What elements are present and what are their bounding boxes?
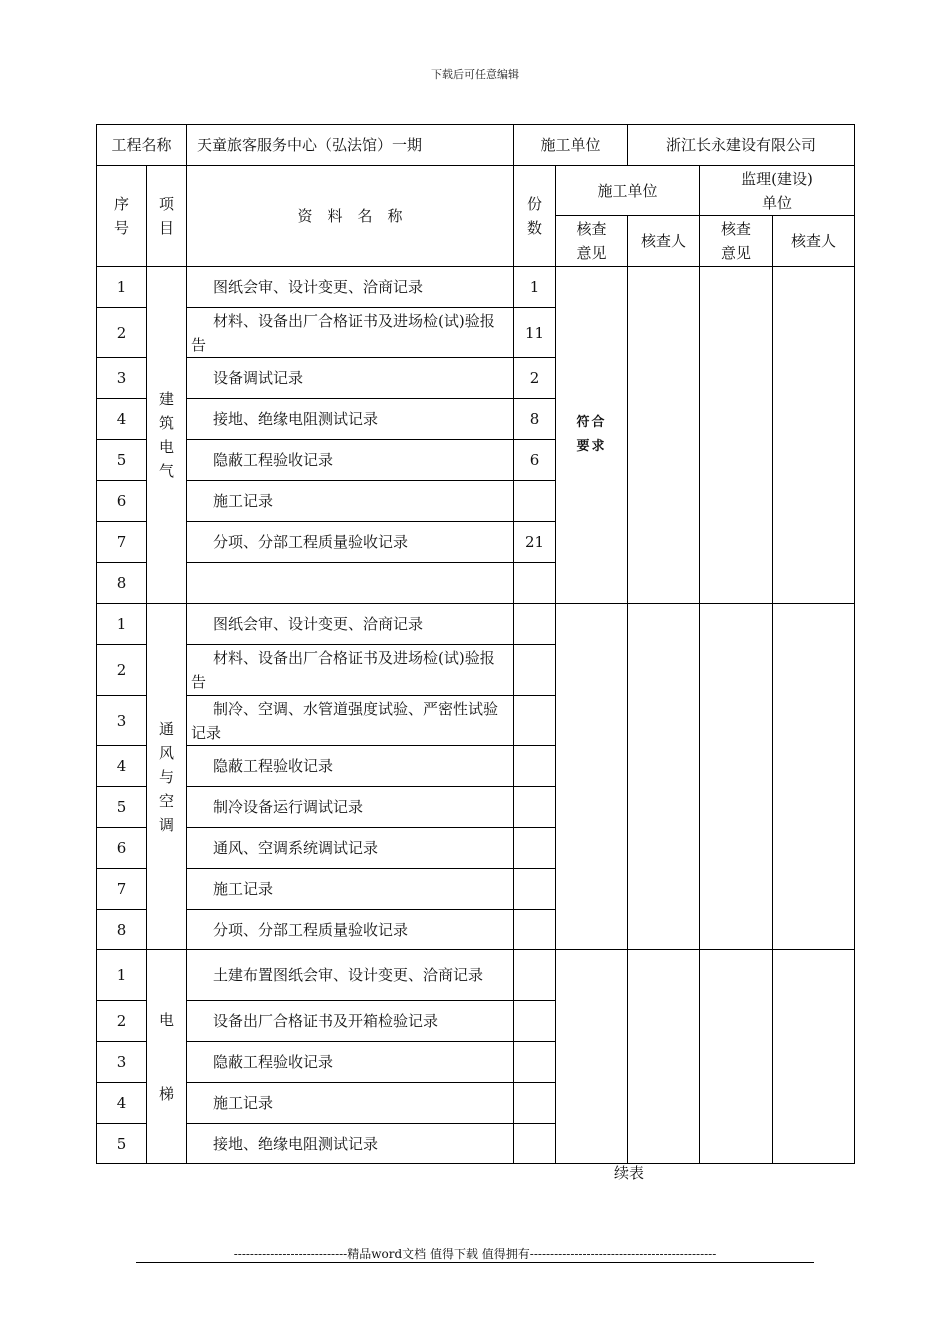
contractor-checker [628,950,700,1164]
document-name: 土建布置图纸会审、设计变更、洽商记录 [187,950,514,1001]
archive-checklist-table [96,124,855,1164]
row-number: 2 [97,1001,147,1042]
row-number: 1 [97,604,147,645]
contractor-group-header: 施工单位 [556,166,700,216]
document-name: 接地、绝缘电阻测试记录 [187,1124,514,1164]
row-number: 6 [97,481,147,522]
document-name: 图纸会审、设计变更、洽商记录 [187,604,514,645]
copies-count: 1 [514,267,556,308]
row-number: 6 [97,828,147,869]
continuation-label: 续表 [614,1164,645,1182]
copies-count [514,869,556,910]
row-number: 2 [97,308,147,358]
contractor-check-opinion: 符合 要求 [556,267,628,604]
document-name: 施工记录 [187,869,514,910]
contractor-checker-header: 核查人 [628,216,700,267]
copies-count: 2 [514,358,556,399]
document-name: 设备出厂合格证书及开箱检验记录 [187,1001,514,1042]
row-number: 8 [97,563,147,604]
document-name: 材料、设备出厂合格证书及进场检(试)验报告 [187,645,514,696]
row-number: 1 [97,267,147,308]
document-name: 制冷、空调、水管道强度试验、严密性试验记录 [187,696,514,746]
copies-count [514,828,556,869]
row-number: 3 [97,696,147,746]
contractor-checker [628,267,700,604]
supervisor-group-header: 监理(建设) 单位 [700,166,855,216]
document-name: 隐蔽工程验收记录 [187,440,514,481]
supervisor-checker [773,604,855,950]
document-name: 制冷设备运行调试记录 [187,787,514,828]
contractor-check-opinion [556,604,628,950]
supervisor-checker-header: 核查人 [773,216,855,267]
contractor-checker [628,604,700,950]
copies-count [514,1083,556,1124]
copies-count [514,696,556,746]
copies-count: 11 [514,308,556,358]
document-name: 分项、分部工程质量验收记录 [187,910,514,950]
header-row-project [97,125,855,166]
table-row [97,604,855,645]
seq-header: 序 号 [97,166,147,267]
copies-count [514,604,556,645]
copies-count [514,1001,556,1042]
doc-name-header: 资 料 名 称 [187,166,514,267]
copies-count [514,746,556,787]
copies-count [514,1042,556,1083]
supervisor-check-opinion-header: 核查 意见 [700,216,773,267]
document-name: 施工记录 [187,481,514,522]
row-number: 5 [97,440,147,481]
document-name: 施工记录 [187,1083,514,1124]
section-title: 建 筑 电 气 [147,267,187,604]
top-note: 下载后可任意编辑 [431,68,519,81]
contractor-check-opinion [556,950,628,1164]
table-row [97,950,855,1001]
contractor-label: 施工单位 [514,125,628,166]
table-row [97,267,855,308]
copies-count [514,787,556,828]
copies-count [514,1124,556,1164]
copies-count [514,563,556,604]
row-number: 2 [97,645,147,696]
document-name [187,563,514,604]
project-label: 工程名称 [97,125,187,166]
document-name: 接地、绝缘电阻测试记录 [187,399,514,440]
footer-text: ----------------------------精品word文档 值得下载 值得拥有---------------------------------------------- [233,1247,717,1261]
document-name: 通风、空调系统调试记录 [187,828,514,869]
copies-count [514,481,556,522]
row-number: 3 [97,358,147,399]
copies-count: 8 [514,399,556,440]
copies-count: 6 [514,440,556,481]
copies-count [514,645,556,696]
document-name: 材料、设备出厂合格证书及进场检(试)验报告 [187,308,514,358]
supervisor-check-opinion [700,950,773,1164]
copies-count: 21 [514,522,556,563]
copies-header: 份 数 [514,166,556,267]
contractor-name: 浙江长永建设有限公司 [628,125,855,166]
document-name: 隐蔽工程验收记录 [187,1042,514,1083]
contractor-check-opinion-header: 核查 意见 [556,216,628,267]
document-name: 分项、分部工程质量验收记录 [187,522,514,563]
row-number: 1 [97,950,147,1001]
document-name: 隐蔽工程验收记录 [187,746,514,787]
document-name: 设备调试记录 [187,358,514,399]
section-title: 通 风 与 空 调 [147,604,187,950]
row-number: 7 [97,869,147,910]
item-header: 项 目 [147,166,187,267]
document-name: 图纸会审、设计变更、洽商记录 [187,267,514,308]
row-number: 3 [97,1042,147,1083]
section-title: 电 梯 [147,950,187,1164]
supervisor-check-opinion [700,604,773,950]
supervisor-check-opinion [700,267,773,604]
copies-count [514,950,556,1001]
column-header-row-1 [97,166,855,216]
row-number: 4 [97,399,147,440]
row-number: 5 [97,1124,147,1164]
project-name: 天童旅客服务中心（弘法馆）一期 [187,125,514,166]
row-number: 8 [97,910,147,950]
row-number: 5 [97,787,147,828]
footer-rule [136,1262,814,1263]
supervisor-checker [773,267,855,604]
row-number: 4 [97,1083,147,1124]
row-number: 4 [97,746,147,787]
row-number: 7 [97,522,147,563]
copies-count [514,910,556,950]
supervisor-checker [773,950,855,1164]
